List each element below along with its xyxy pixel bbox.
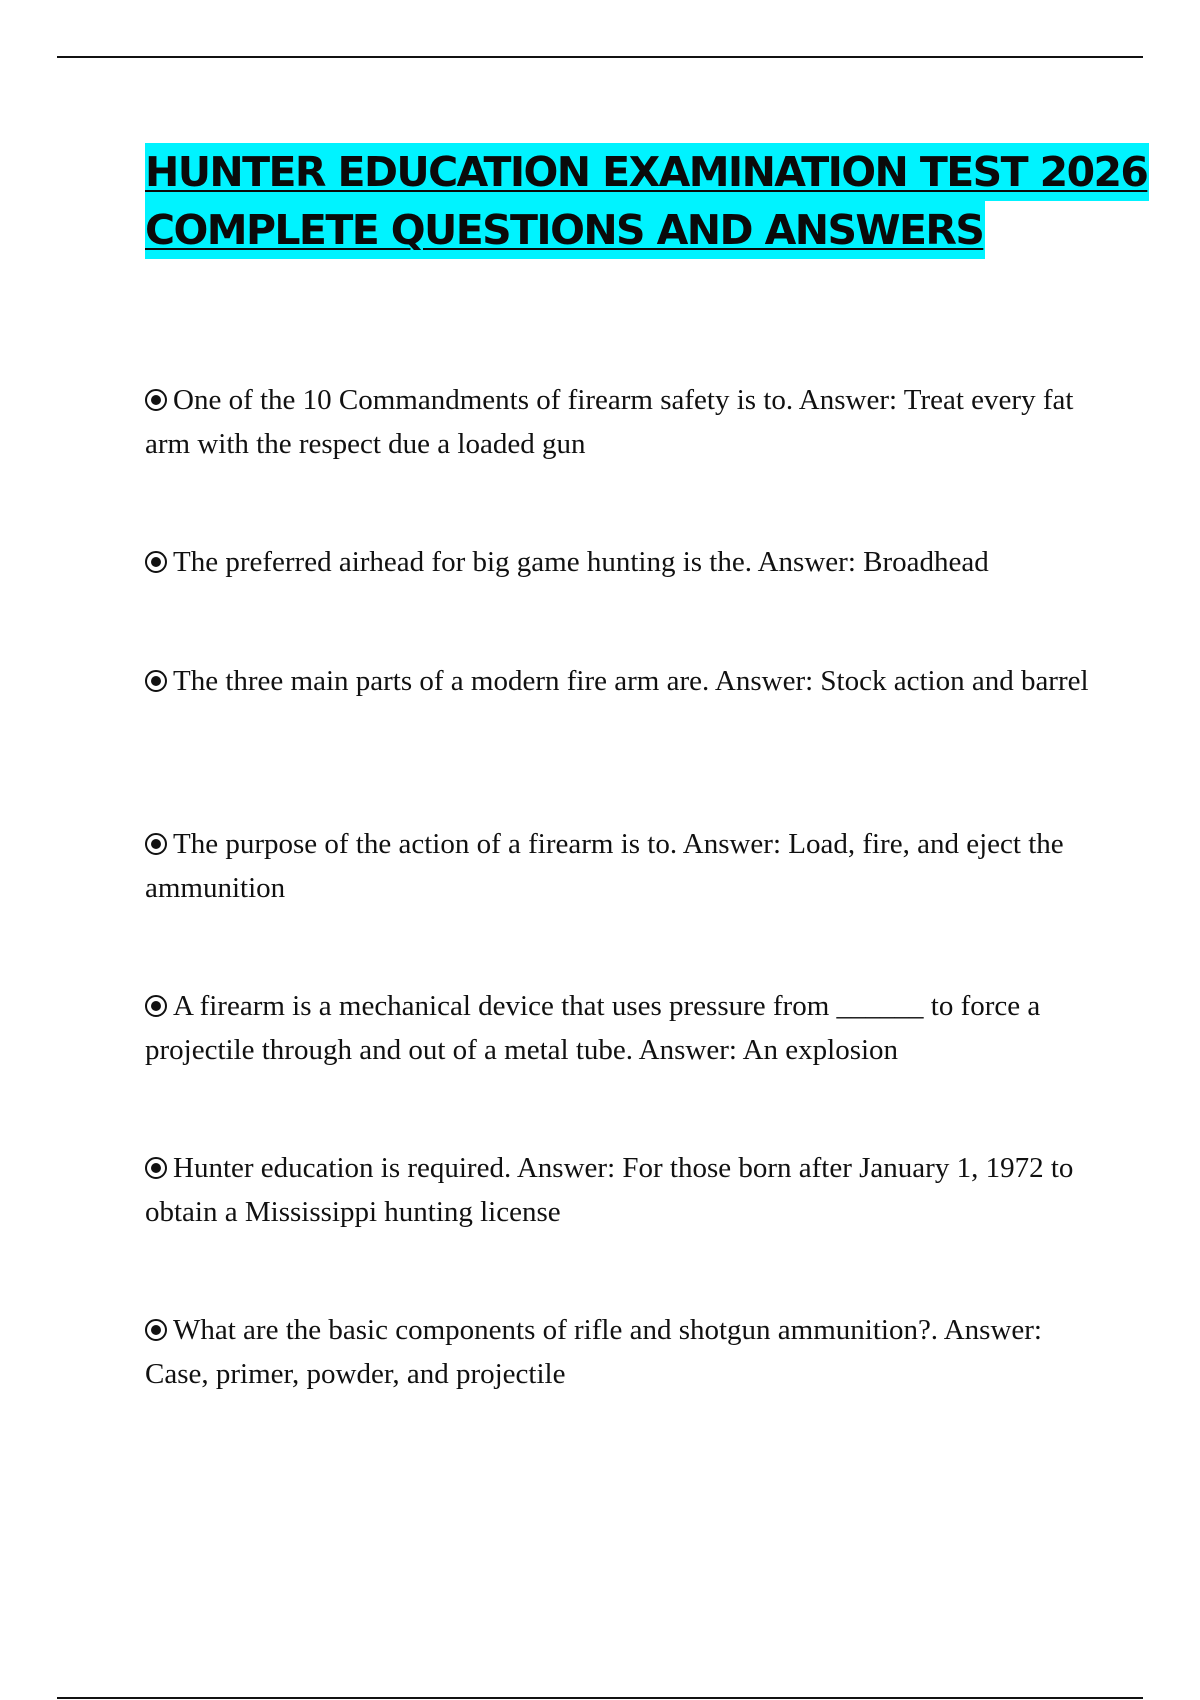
qa-text: A firearm is a mechanical device that uses pressure from ______ to force a projectile through and out of a metal tube. Answer: An explosion xyxy=(145,990,1041,1066)
title-line-2: COMPLETE QUESTIONS AND ANSWERS xyxy=(145,201,985,259)
bottom-divider xyxy=(57,1697,1143,1699)
radio-bullet-icon xyxy=(145,995,167,1017)
qa-text: The three main parts of a modern fire arm are. Answer: Stock action and barrel xyxy=(173,665,1089,697)
radio-bullet-icon xyxy=(145,1319,167,1341)
qa-item xyxy=(145,659,1095,703)
radio-bullet-icon xyxy=(145,389,167,411)
qa-item xyxy=(145,984,1095,1072)
qa-item xyxy=(145,378,1095,466)
qa-item xyxy=(145,1146,1095,1234)
document-title xyxy=(145,143,1148,259)
radio-bullet-icon xyxy=(145,833,167,855)
qa-text: Hunter education is required. Answer: For those born after January 1, 1972 to obtain a Mississippi hunting license xyxy=(145,1152,1074,1228)
qa-text: The purpose of the action of a firearm is to. Answer: Load, fire, and eject the ammunition xyxy=(145,828,1064,904)
title-line-1: HUNTER EDUCATION EXAMINATION TEST 2026 xyxy=(145,143,1149,201)
radio-bullet-icon xyxy=(145,1157,167,1179)
top-divider xyxy=(57,56,1143,58)
qa-text: The preferred airhead for big game hunting is the. Answer: Broadhead xyxy=(173,546,989,578)
radio-bullet-icon xyxy=(145,551,167,573)
qa-text: What are the basic components of rifle and shotgun ammunition?. Answer: Case, primer, powder, and projectile xyxy=(145,1314,1042,1390)
qa-item xyxy=(145,540,1095,584)
qa-text: One of the 10 Commandments of firearm safety is to. Answer: Treat every fat arm with the respect due a loaded gun xyxy=(145,384,1074,460)
radio-bullet-icon xyxy=(145,670,167,692)
qa-item xyxy=(145,1308,1095,1396)
qa-item xyxy=(145,822,1095,910)
